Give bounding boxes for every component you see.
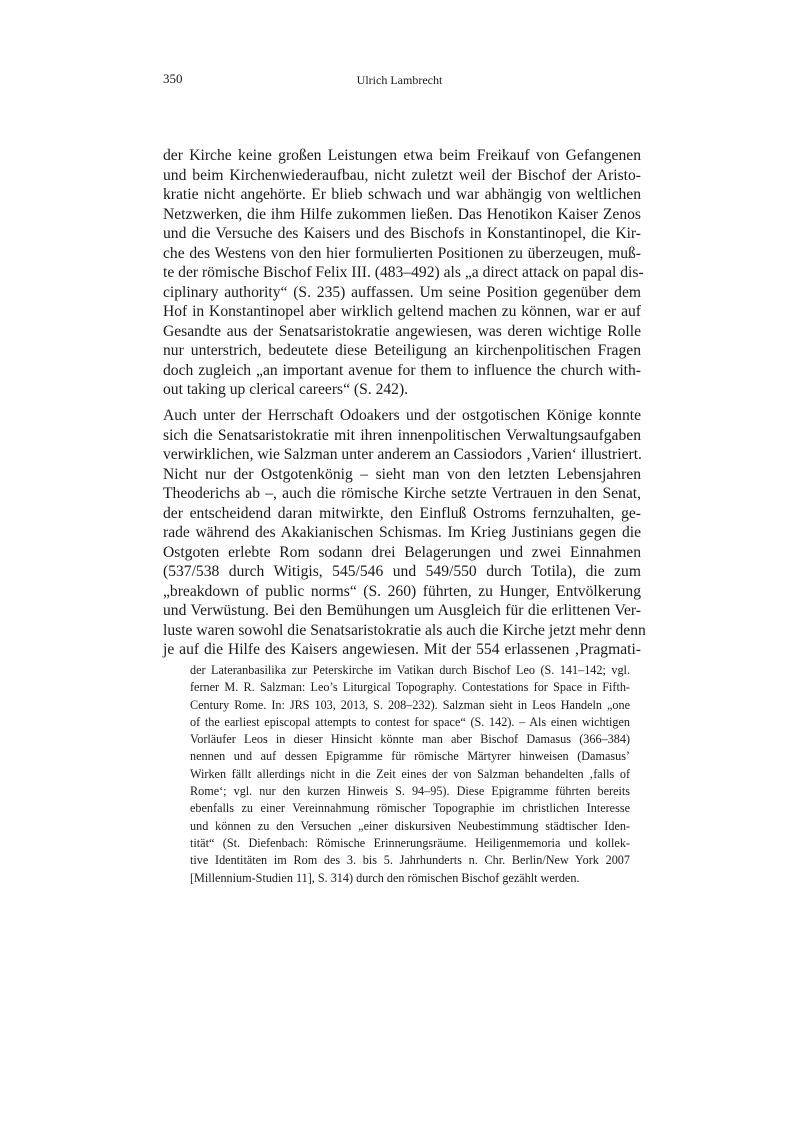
text-line: der Lateranbasilika zur Peterskirche im Vatikan durch Bischof Leo (S. 141–142; vgl. (190, 663, 630, 677)
text-line: Rome‘; vgl. nur den kurzen Hinweis S. 94–95). Diese Epigramme führten bereits (190, 784, 630, 799)
text-line: ebenfalls zu einer Vereinnahmung römischer Topographie im christlichen Interesse (190, 801, 630, 816)
text-line: Theoderichs ab –, auch die römische Kirche setzte Vertrauen in den Senat, (163, 485, 641, 502)
text-line: tität“ (St. Diefenbach: Römische Erinnerungsräume. Heiligenmemoria und kollek- (190, 835, 630, 850)
text-line: doch zugleich „an important avenue for them to influence the church with- (163, 361, 641, 379)
paragraph (163, 146, 644, 400)
text-line: ciplinary authority“ (S. 235) auffassen. Um seine Position gegenüber dem (163, 283, 641, 301)
text-line: Nicht nur der Ostgotenkönig – sieht man von den letzten Lebensjahren (163, 465, 641, 483)
text-line: ferner M. R. Salzman: Leo’s Liturgical Topography. Contestations for Space in Fifth- (190, 680, 630, 695)
text-line: verwirklichen, wie Salzman unter anderem an Cassiodors ‚Varien‘ illustriert. (163, 446, 642, 463)
text-line: und Verwüstung. Bei den Bemühungen um Ausgleich für die erlittenen Ver- (163, 602, 641, 619)
text-line: nur unterstrich, bedeutete diese Beteiligung an kirchenpolitischen Fragen (163, 342, 641, 359)
text-line: der Kirche keine großen Leistungen etwa beim Freikauf von Gefangenen (163, 147, 641, 164)
text-line: luste waren sowohl die Senatsaristokratie als auch die Kirche jetzt mehr denn (163, 621, 646, 639)
text-line: Century Rome. In: JRS 103, 2013, S. 208–232). Salzman sieht in Leos Handeln „one (190, 697, 630, 712)
text-line: je auf die Hilfe des Kaisers angewiesen. Mit der 554 erlassenen ‚Pragmati- (163, 641, 641, 658)
text-line: kratie nicht angehörte. Er blieb schwach und war abhängig von weltlichen (163, 186, 641, 203)
text-line: Netzwerken, die ihm Hilfe zukommen ließen. Das Henotikon Kaiser Zenos (163, 205, 641, 223)
text-line: und beim Kirchenwiederaufbau, nicht zuletzt weil der Bischof der Aristo- (163, 166, 641, 184)
running-head: Ulrich Lambrecht (356, 73, 443, 87)
text-line: der entscheidend daran mitwirkte, den Einfluß Ostroms fernzuhalten, ge- (163, 504, 641, 522)
text-line: „breakdown of public norms“ (S. 260) führten, zu Hunger, Entvölkerung (163, 582, 641, 600)
footnote (190, 662, 630, 887)
text-line: sich die Senatsaristokratie mit ihren innenpolitischen Verwaltungsaufgaben (163, 426, 641, 444)
text-line: of the earliest episcopal attempts to contest for space“ (S. 142). – Als einen wichtigen (190, 714, 630, 729)
text-line: tive Identitäten im Rom des 3. bis 5. Jahrhunderts n. Chr. Berlin/New York 2007 (190, 853, 630, 868)
text-line: Ostgoten erlebte Rom sodann drei Belagerungen und zwei Einnahmen (163, 543, 641, 561)
text-line: te der römische Bischof Felix III. (483–492) als „a direct attack on papal dis- (163, 264, 644, 281)
text-line: Wirken fällt allerdings nicht in die Zeit eines der von Salzman behandelten ‚falls of (190, 766, 630, 781)
text-line: Hof in Konstantinopel aber wirklich geltend machen zu können, war er auf (163, 303, 641, 320)
text-line: Gesandte aus der Senatsaristokratie angewiesen, was deren wichtige Rolle (163, 322, 641, 340)
text-line: che des Westens von den hier formulierten Positionen zu überzeugen, muß- (163, 244, 641, 262)
text-line: Auch unter der Herrschaft Odoakers und der ostgotischen Könige konnte (163, 407, 641, 424)
text-line: und die Versuche des Kaisers und des Bischofs in Konstantinopel, die Kir- (163, 225, 641, 242)
text-line: rade während des Akakianischen Schismas. Im Krieg Justinians gegen die (163, 524, 641, 541)
text-line: out taking up clerical careers“ (S. 242). (163, 381, 409, 398)
text-line: (537/538 durch Witigis, 545/546 und 549/550 durch Totila), die zum (163, 563, 641, 580)
page-number: 350 (163, 71, 183, 86)
text-line: [Millennium-Studien 11], S. 314) durch den römischen Bischof gezählt werden. (190, 870, 580, 885)
text-line: Vorläufer Leos in dieser Hinsicht könnte man aber Bischof Damasus (366–384) (190, 732, 630, 747)
text-line: nennen und auf dessen Epigramme für römische Märtyrer hinweisen (Damasus’ (190, 749, 630, 764)
text-line: und können zu den Versuchen „einer diskursiven Neubestimmung städtischer Iden- (190, 818, 630, 833)
paragraph (163, 406, 646, 660)
